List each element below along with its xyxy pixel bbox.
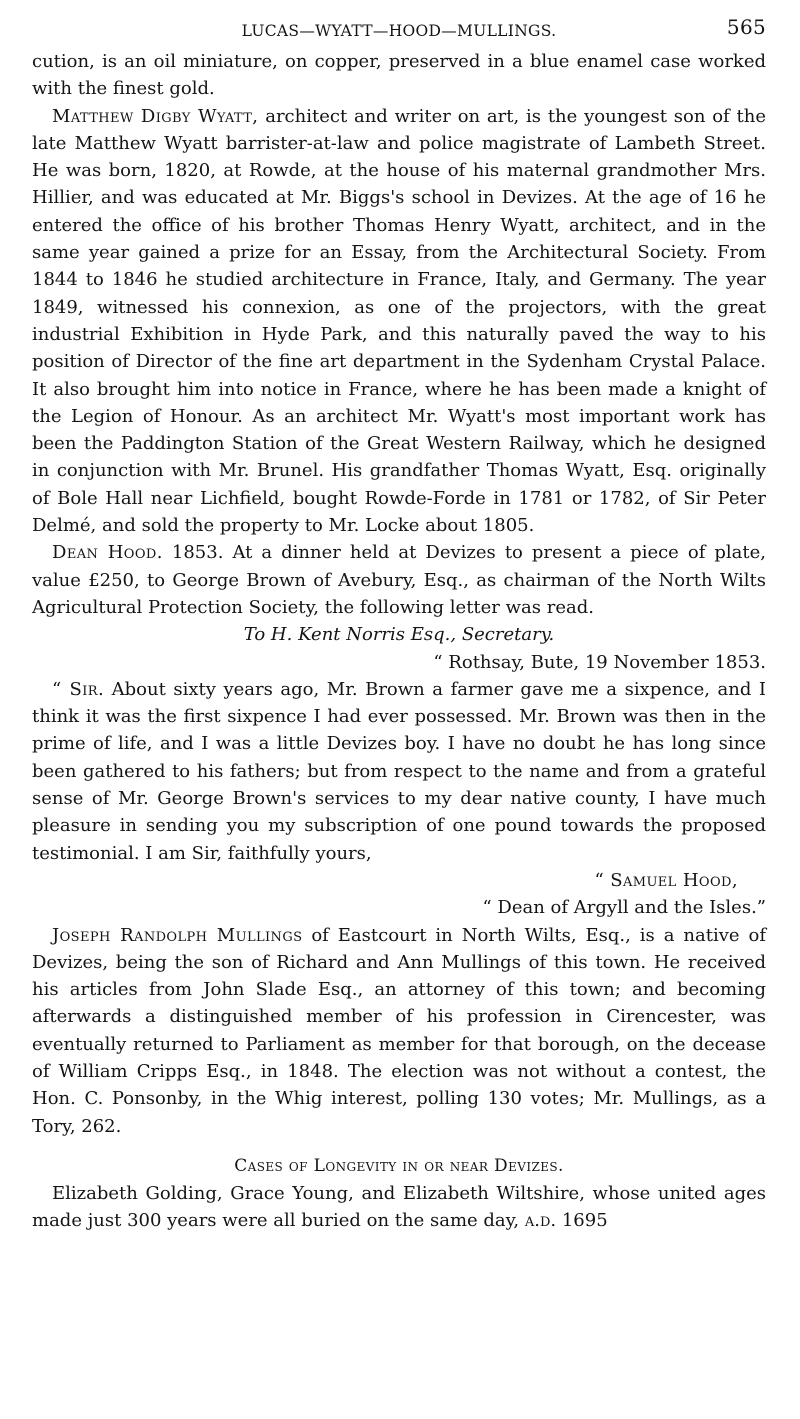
letter-dateline: “ Rothsay, Bute, 19 November 1853. [433,651,766,673]
entry-text-mullings: of Eastcourt in North Wilts, Esq., is a native of Devizes, being the son of Richard and Ann Mullings of this town. He received his articles from John Slade Esq., an attorney of this town; and becoming afterwards a distinguished member of his profession in Cirencester, was eventually returned to Parliament as member for that borough, on the decease of William Cripps Esq., in 1848. The election was not without a contest, the Hon. C. Ponsonby, in the Whig interest, polling 130 votes; Mr. Mullings, as a Tory, 262. [32,924,766,1137]
letter-text: About sixty years ago, Mr. Brown a farmer gave me a sixpence, and I think it was the first sixpence I had ever possessed. Mr. Brown was then in the prime of life, and I was a little Devizes boy. I have no doubt he has long since been gathered to his fathers; but from respect to the name and from a grateful sense of Mr. George Brown's services to my dear native county, I have much pleasure in sending you my subscription of one pound towards the proposed testimonial. I am Sir, faithfully yours, [32,678,766,864]
page-body [32,48,766,1235]
entry-name-wyatt: Matthew Digby Wyatt, [52,105,259,127]
section-heading: Cases of Longevity in or near Devizes. [234,1155,564,1176]
entry-name-hood: Dean Hood. [52,542,163,564]
paragraph-continuation: cution, is an oil miniature, on copper, preserved in a blue enamel case worked with the finest gold. [32,51,766,100]
era-label: a.d. 1695 [524,1210,608,1232]
letter-salutation: “ Sir. [52,678,105,700]
paragraph-longevity [32,1180,766,1235]
entry-text-hood: 1853. At a dinner held at Devizes to present a piece of plate, value £250, to George Brown of Avebury, Esq., as chairman of the North Wilts Agricultural Protection Society, the following letter was read. [32,542,766,618]
entry-text-wyatt: architect and writer on art, is the youngest son of the late Matthew Wyatt barrister-at-law and police magistrate of Lambeth Street. He was born, 1820, at Rowde, at the house of his maternal grandmother Mrs. Hillier, and was educated at Mr. Biggs's school in Devizes. At the age of 16 he entered the office of his brother Thomas Henry Wyatt, architect, and in the same year gained a prize for an Essay, from the Architectural Society. From 1844 to 1846 he studied architecture in France, Italy, and Germany. The year 1849, witnessed his connexion, as one of the projectors, with the great industrial Exhibition in Hyde Park, and this naturally paved the way to his position of Director of the fine art department in the Sydenham Crystal Palace. It also brought him into notice in France, where he has been made a knight of the Legion of Honour. As an architect Mr. Wyatt's most important work has been the Paddington Station of the Great Western Railway, which he designed in conjunction with Mr. Brunel. His grandfather Thomas Wyatt, Esq. originally of Bole Hall near Lichfield, bought Rowde-Forde in 1781 or 1782, of Sir Peter Delmé, and sold the property to Mr. Locke about 1805. [32,105,766,537]
letter-signature-name: “ Samuel Hood, [594,869,738,891]
letter-body [32,676,766,867]
running-title: LUCAS—WYATT—HOOD—MULLINGS. [241,22,557,40]
entry-text-longevity: Elizabeth Golding, Grace Young, and Elizabeth Wiltshire, whose united ages made just 300 years were all buried on the same day, [32,1183,766,1232]
paragraph-wyatt [32,103,766,540]
letter-addressee: To H. Kent Norris Esq., Secretary. [243,624,555,646]
entry-name-mullings: Joseph Randolph Mullings [52,924,303,946]
running-header [32,14,766,48]
paragraph-mullings [32,922,766,1140]
paragraph-hood [32,539,766,621]
page-number: 565 [726,15,766,39]
letter-signature-title: “ Dean of Argyll and the Isles.” [482,897,766,919]
